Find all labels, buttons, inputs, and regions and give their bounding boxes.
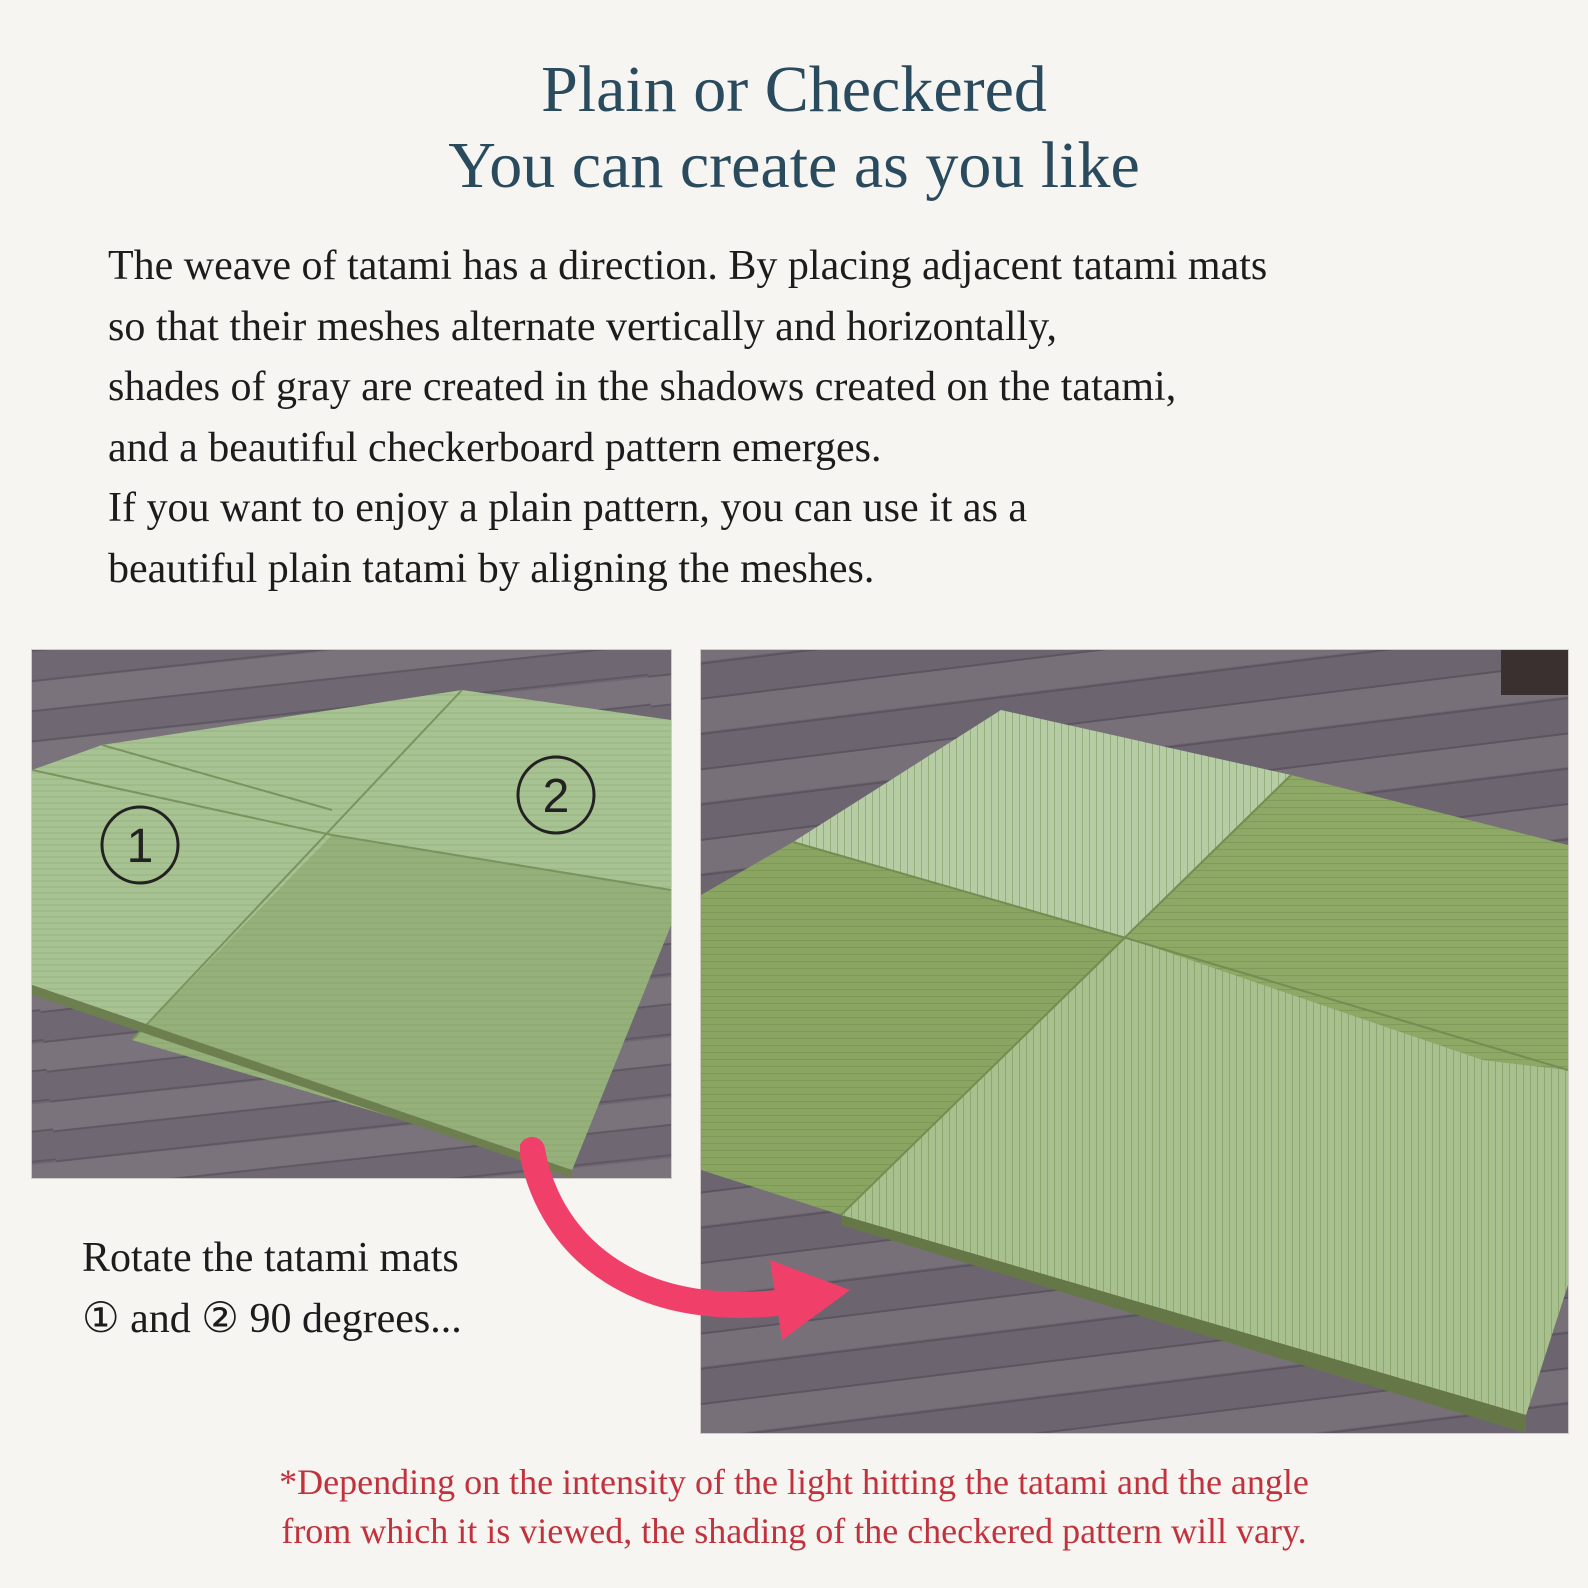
note-line-2: from which it is viewed, the shading of the checkered pattern will vary. xyxy=(281,1511,1307,1551)
page-heading xyxy=(0,52,1588,204)
heading-line-2: You can create as you like xyxy=(448,129,1140,202)
note-line-1: *Depending on the intensity of the light hitting the tatami and the angle xyxy=(279,1462,1309,1502)
description-line: The weave of tatami has a direction. By placing adjacent tatami mats xyxy=(108,243,1268,289)
caption-line-1: Rotate the tatami mats xyxy=(82,1235,459,1281)
marker-1-label: 1 xyxy=(126,820,154,873)
description-paragraph xyxy=(108,236,1528,599)
description-line: and a beautiful checkerboard pattern emerges. xyxy=(108,424,882,471)
rotate-caption xyxy=(82,1228,462,1350)
shading-note xyxy=(0,1458,1588,1556)
plain-tatami-photo xyxy=(31,649,672,1179)
marker-2-label: 2 xyxy=(542,770,570,823)
description-line: If you want to enjoy a plain pattern, you can use it as a xyxy=(108,485,1028,531)
description-line: beautiful plain tatami by aligning the meshes. xyxy=(108,545,875,592)
description-line: so that their meshes alternate vertically and horizontally, xyxy=(108,303,1057,350)
rotate-arrow-icon xyxy=(520,1130,860,1350)
caption-line-2: ① and ② 90 degrees... xyxy=(82,1296,462,1342)
description-line: shades of gray are created in the shadows created on the tatami, xyxy=(108,364,1177,410)
heading-line-1: Plain or Checkered xyxy=(541,53,1047,126)
